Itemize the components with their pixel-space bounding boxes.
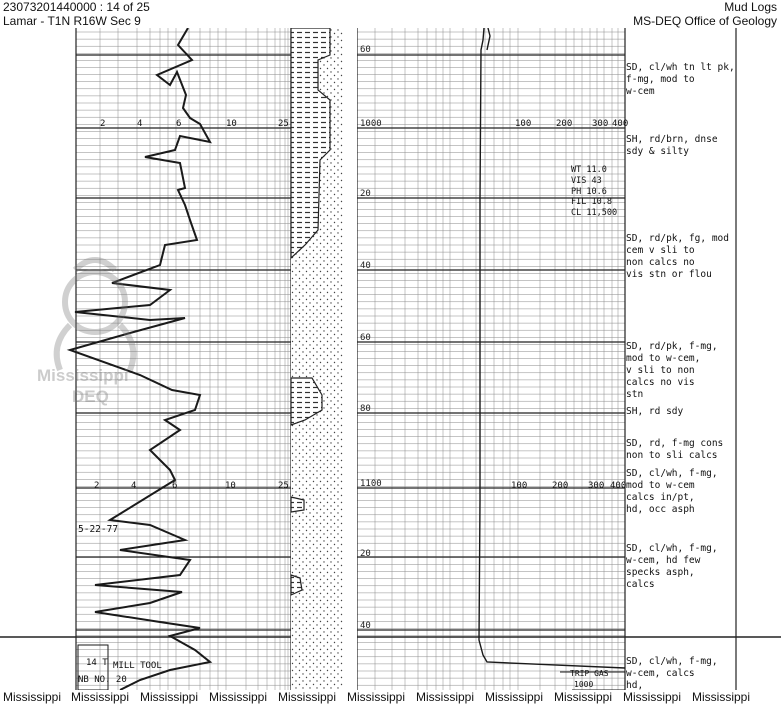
lith-desc-1	[626, 62, 781, 98]
lith-code: SD,	[626, 341, 644, 352]
gas-tick-300: 300	[592, 119, 609, 129]
watermark-line-2: DEQ	[72, 387, 109, 406]
lith-desc-5	[626, 406, 781, 418]
lith-desc-6	[626, 438, 781, 462]
lith-text: rd/pk, f-mg, mod to w-cem, v sli to non calcs no vis stn	[626, 341, 718, 400]
doc-type: Mud Logs	[724, 0, 777, 14]
rate-tick-25: 25	[278, 119, 289, 129]
lith-desc-3	[626, 233, 781, 281]
lith-text: cl/wh, f-mg, w-cem, calcs hd,	[626, 656, 718, 691]
office-name: MS-DEQ Office of Geology	[633, 14, 777, 28]
rate-tick-10-lower: 10	[225, 481, 236, 491]
rate-tick-2: 2	[100, 119, 106, 129]
tool-id: 14 T	[86, 658, 108, 668]
footer-mark: Mississippi	[3, 690, 62, 704]
lith-code: SH,	[626, 406, 644, 417]
gas-tick-100: 100	[515, 119, 532, 129]
depth-label: 1000	[360, 119, 382, 129]
lith-desc-2	[626, 134, 781, 158]
rate-tick-4: 4	[137, 119, 143, 129]
mud-filtrate: FIL 10.8	[571, 197, 612, 208]
rate-tick-10: 10	[226, 119, 237, 129]
record-id: 23073201440000 : 14 of 25	[3, 0, 150, 14]
lith-code: SH,	[626, 134, 644, 145]
lith-code: SD,	[626, 656, 644, 667]
lith-text: rd/brn, dnse sdy & silty	[626, 134, 718, 157]
footer-mark: Mississippi	[278, 690, 337, 704]
lith-code: SD,	[626, 468, 644, 479]
rate-tick-4-lower: 4	[131, 481, 137, 491]
lith-text: rd, f-mg cons non to sli calcs	[626, 438, 724, 461]
lith-desc-9	[626, 656, 781, 692]
footer-mark: Mississippi	[485, 690, 544, 704]
depth-label: 40	[360, 261, 371, 271]
gas-tick-100-lower: 100	[511, 481, 528, 491]
depth-label: 60	[360, 333, 371, 343]
rate-tick-6-lower: 6	[172, 481, 178, 491]
footer-mark: Mississippi	[140, 690, 199, 704]
lith-desc-8	[626, 543, 781, 591]
footer-mark: Mississippi	[623, 690, 682, 704]
lith-desc-4	[626, 341, 781, 401]
lith-code: SD,	[626, 62, 644, 73]
gas-tick-200: 200	[556, 119, 573, 129]
location: Lamar - T1N R16W Sec 9	[3, 14, 141, 28]
lith-text: cl/wh, f-mg, w-cem, hd few specks asph, calcs	[626, 543, 718, 590]
gas-note-value: 1000	[574, 680, 594, 689]
lith-code: SD,	[626, 543, 644, 554]
gas-tick-300-lower: 300	[588, 481, 605, 491]
depth-label: 1100	[360, 479, 382, 489]
shale-streak	[291, 497, 304, 512]
lith-text: rd sdy	[648, 406, 684, 417]
gas-note-trip: TRIP GAS	[570, 669, 609, 678]
footer-mark: Mississippi	[554, 690, 613, 704]
lith-desc-7	[626, 468, 781, 516]
gas-tick-400: 400	[612, 119, 629, 129]
mud-chlorides: CL 11,500	[571, 208, 618, 219]
footer-strip	[0, 690, 781, 705]
tool-label: MILL TOOL	[113, 661, 162, 671]
rate-tick-2-lower: 2	[94, 481, 100, 491]
depth-label: 60	[360, 45, 371, 55]
lith-text: cl/wh, f-mg, mod to w-cem calcs in/pt, hd, occ asph	[626, 468, 718, 515]
depth-label: 20	[360, 549, 371, 559]
lith-text: rd/pk, fg, mod cem v sli to non calcs no vis stn or flou	[626, 233, 729, 280]
depth-label: 20	[360, 189, 371, 199]
gas-tick-400-lower: 400	[610, 481, 627, 491]
rate-tick-6: 6	[176, 119, 182, 129]
depth-gutter	[344, 28, 357, 690]
mud-viscosity: VIS 43	[571, 175, 602, 186]
agency-seal-watermark	[30, 250, 160, 410]
depth-label: 40	[360, 621, 371, 631]
lith-text: cl/wh tn lt pk, f-mg, mod to w-cem	[626, 62, 735, 97]
bit-number: NB NO. 20	[78, 675, 127, 685]
watermark-line-1: Mississippi	[37, 366, 129, 385]
gas-tick-200-lower: 200	[552, 481, 569, 491]
mud-weight: WT 11.0	[571, 165, 607, 175]
lith-code: SD,	[626, 438, 644, 449]
depth-label: 80	[360, 404, 371, 414]
footer-mark: Mississippi	[692, 690, 751, 704]
footer-mark: Mississippi	[416, 690, 475, 704]
footer-mark: Mississippi	[347, 690, 406, 704]
footer-mark: Mississippi	[71, 690, 130, 704]
log-date: 5-22-77	[78, 524, 119, 535]
lith-code: SD,	[626, 233, 644, 244]
rate-tick-25-lower: 25	[278, 481, 289, 491]
mud-properties	[571, 165, 617, 219]
mud-ph: PH 10.6	[571, 186, 607, 197]
footer-mark: Mississippi	[209, 690, 268, 704]
